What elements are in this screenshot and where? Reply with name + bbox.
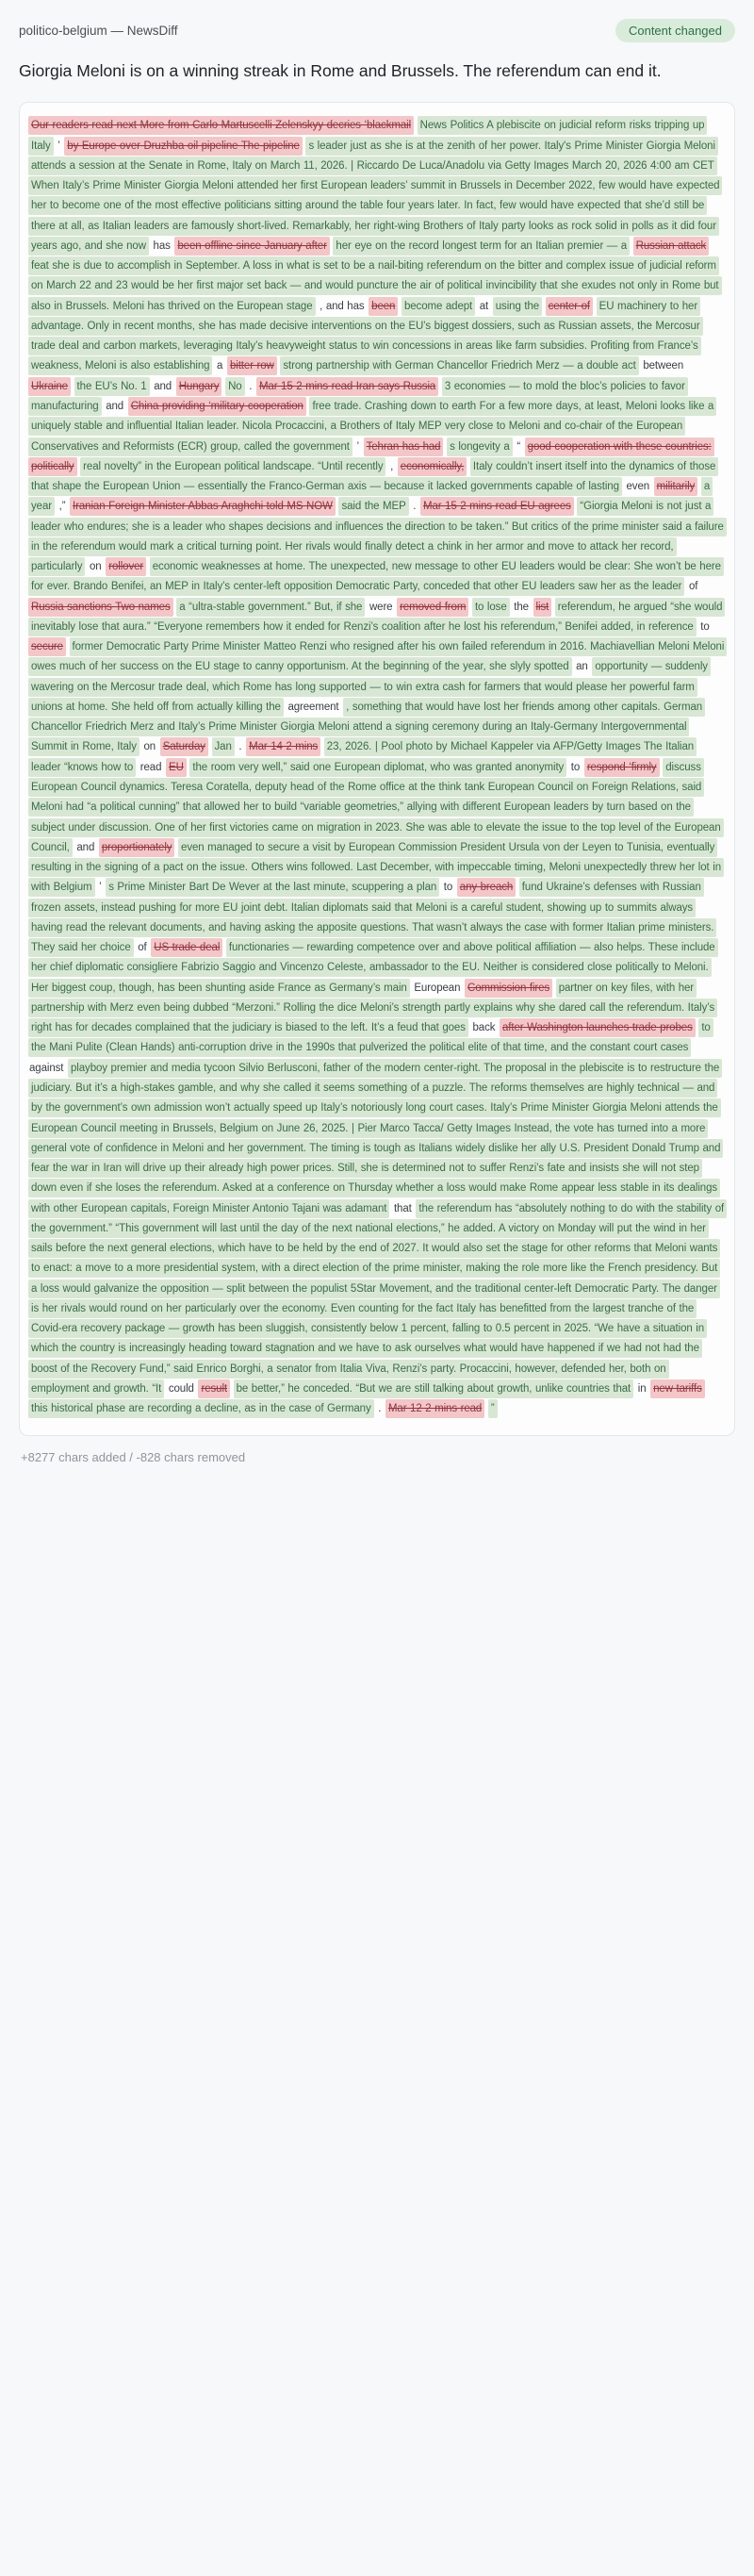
- diff-segment-unchanged: , and has: [320, 300, 365, 312]
- diff-segment-removed: Iranian Foreign Minister Abbas Araghchi told MS NOW: [70, 497, 336, 516]
- diff-segment-unchanged: to: [443, 882, 453, 894]
- diff-segment-added: the room very well,” said one European diplomat, who was granted anonymity: [189, 758, 566, 777]
- diff-segment-removed: center of: [546, 297, 593, 316]
- diff-card: [19, 102, 735, 1435]
- diff-segment-unchanged: “: [516, 440, 521, 453]
- diff-segment-removed: Commission fires: [465, 979, 552, 998]
- diff-segment-removed: rollover: [106, 557, 146, 576]
- diff-segment-removed: EU: [166, 758, 187, 777]
- diff-segment-unchanged: an: [576, 661, 588, 673]
- diff-segment-unchanged: at: [479, 300, 489, 312]
- diff-segment-added: Italy couldn’t insert itself into the dynamics of those that shape the European Union — essentially the Franco-German axis — because it lacked governments capable of lasting: [28, 457, 718, 496]
- diff-segment-removed: militarily: [654, 477, 698, 496]
- diff-segment-added: News Politics A plebiscite on judicial reform risks tripping up Italy: [28, 116, 707, 155]
- diff-segment-unchanged: .: [413, 501, 417, 513]
- diff-segment-unchanged: ’: [57, 140, 60, 152]
- diff-segment-added: a year: [28, 477, 713, 516]
- diff-segment-removed: Russia sanctions Two names: [28, 598, 173, 617]
- diff-segment-added: former Democratic Party Prime Minister Matteo Renzi who resigned after his own failed referendum in 2016. Machiavellian Meloni Meloni owes much of her success on the EU stage to canny opportunism. At the beginning of the year, she slyly spotted: [28, 637, 727, 676]
- diff-segment-unchanged: the: [514, 601, 529, 613]
- diff-segment-removed: respond ‘firmly: [584, 758, 660, 777]
- diff-segment-unchanged: to: [570, 761, 581, 773]
- diff-segment-unchanged: on: [143, 741, 156, 753]
- diff-segment-removed: Mar 15 2 mins read EU agrees: [420, 497, 574, 516]
- header-bar: [19, 19, 735, 42]
- diff-segment-removed: Our readers read next More from Carlo Martuscelli Zelenskyy decries ‘blackmail: [28, 116, 414, 135]
- diff-segment-removed: Tehran has had: [364, 438, 444, 456]
- diff-segment-unchanged: on: [90, 561, 102, 573]
- chars-summary: +8277 chars added / -828 chars removed: [21, 1449, 246, 1464]
- diff-segment-unchanged: could: [168, 1382, 194, 1395]
- diff-segment-unchanged: European: [414, 982, 461, 994]
- diff-segment-unchanged: against: [29, 1062, 64, 1074]
- diff-segment-added: functionaries — rewarding competence over and above political affiliation — also helps. These include her chief diplomatic consigliere Fabrizio Saggio and Vincenzo Celeste, ambassador to the EU. Neither is considered close politically to Meloni. Her biggest coup, though, has been shunting aside France as Germany’s main: [28, 938, 718, 998]
- diff-segment-removed: Hungary: [176, 377, 222, 396]
- page-title: Giorgia Meloni is on a winning streak in Rome and Brussels. The referendum can end it.: [19, 61, 662, 80]
- diff-segment-added: be better,” he conceded. “But we are still talking about growth, unlike countries that: [234, 1379, 634, 1398]
- diff-segment-removed: result: [198, 1379, 230, 1398]
- content-changed-badge: Content changed: [615, 19, 735, 42]
- diff-segment-unchanged: ’: [356, 440, 359, 453]
- diff-content: [28, 116, 726, 1419]
- diff-segment-unchanged: in: [637, 1382, 647, 1395]
- diff-segment-unchanged: between: [643, 360, 684, 372]
- diff-segment-added: Jan: [212, 737, 235, 756]
- diff-segment-removed: China providing ‘military cooperation: [128, 397, 306, 416]
- diff-segment-removed: Ukraine: [28, 377, 71, 396]
- diff-segment-removed: by Europe over Druzhba oil pipeline The pipeline: [64, 137, 303, 156]
- diff-segment-removed: Mar 14 2 mins: [246, 737, 320, 756]
- diff-segment-added: ”: [488, 1399, 498, 1418]
- diff-segment-removed: removed from: [397, 598, 468, 617]
- diff-segment-added: opportunity — suddenly wavering on the Mercosur trade deal, which Rome has long supported — to win extra cash for farmers that would please her powerful farm unions at home. She held off from actually killing the: [28, 657, 711, 717]
- diff-segment-added: her eye on the record longest term for an Italian premier — a: [333, 237, 630, 256]
- diff-segment-removed: list: [533, 598, 552, 617]
- diff-segment-unchanged: .: [249, 380, 253, 392]
- diff-segment-added: “Giorgia Meloni is not just a leader who endures; she is a leader who shapes decisions and influences the direction to be taken.” But critics of the prime minister said a failure in the referendum would mark a critical turning point. Her rivals would finally detect a chink in her armor and move to attack her record, particularly: [28, 497, 727, 576]
- diff-segment-unchanged: has: [153, 239, 171, 252]
- diff-segment-unchanged: of: [688, 581, 698, 593]
- diff-segment-unchanged: .: [238, 741, 242, 753]
- diff-segment-added: fund Ukraine’s defenses with Russian frozen assets, instead pushing for more EU joint debt. Italian diplomats said that Meloni is a careful student, showing up to summits always having read the relevant documents, and having asking the apposite questions. That wasn’t always the case with former Italian prime ministers. They said her choice: [28, 878, 716, 957]
- diff-segment-added: s longevity a: [447, 438, 513, 456]
- diff-segment-removed: been: [369, 297, 398, 316]
- diff-segment-added: the referendum has “absolutely nothing to do with the stability of the government.” “This government will last until the day of the next national elections,” he added. A victory on Monday will put the wind in her sails before the next general elections, which have to be held by the end of 2027. It would also set the stage for other reforms that Meloni wants to enact: a move to a more presidential system, with a direct election of the prime minister, making the role more like the French presidency. But a loss would galvanize the opposition — split between the populist 5Star Movement, and the traditional center-left Democratic Party. The danger is her rivals would round on her particularly over the economy. Even counting for the fact Italy has benefitted from the largest tranche of the Covid-era recovery package — growth has been sluggish, consistently below 1 percent, falling to 0.5 percent in 2025. “We have a situation in which the country is increasingly heading toward stagnation and we have to ask ourselves what would have happened if we had not had the boost of the Recovery Fund,” said Enrico Borghi, a senator from Italia Viva, Renzi’s party. Procaccini, however, defended her, both on employment and growth. “It: [28, 1199, 727, 1398]
- diff-segment-unchanged: a: [217, 360, 223, 372]
- diff-segment-unchanged: agreement: [287, 701, 339, 713]
- diff-segment-added: said the MEP: [338, 497, 408, 516]
- diff-segment-removed: Saturday: [160, 737, 208, 756]
- diff-segment-added: to lose: [472, 598, 510, 617]
- diff-segment-added: No: [225, 377, 245, 396]
- diff-segment-added: using the: [493, 297, 542, 316]
- source-label: politico-belgium — NewsDiff: [19, 24, 178, 38]
- diff-segment-removed: Mar 15 2 mins read Iran says Russia: [256, 377, 438, 396]
- diff-segment-added: free trade. Crashing down to earth For a few more days, at least, Meloni looks like a uniquely stable and influential Italian leader. Nicola Procaccini, a Brothers of Italy MEP very close to Meloni and co-chair of the European Conservatives and Reformists (ECR) group, called the government: [28, 397, 716, 456]
- diff-segment-removed: economically,: [398, 457, 467, 476]
- diff-segment-unchanged: to: [700, 620, 710, 633]
- diff-segment-added: discuss European Council dynamics. Teresa Coratella, deputy head of the Rome office at the think tank European Council on Foreign Relations, said Meloni had “a political cunning” that allowed her to build “variable geometries,” allying with different European leaders by turn based on the subject under discussion. One of her first victories came on migration in 2023. She was able to elevate the issue to the top level of the European Council,: [28, 758, 724, 857]
- diff-segment-added: to the Mani Pulite (Clean Hands) anti-corruption drive in the 1990s that pulverized the political elite of that time, and the constant court cases: [28, 1018, 713, 1057]
- diff-segment-unchanged: and: [106, 400, 124, 412]
- diff-segment-unchanged: back: [472, 1022, 496, 1034]
- diff-segment-removed: Russian attack: [633, 237, 710, 256]
- diff-segment-added: feat she is due to accomplish in September. A loss in what is set to be a nail-biting referendum on the bitter and complex issue of judicial reform on March 22 and 23 would be her first major set back — and would puncture the air of political invincibility that she exudes not only in Rome but also in Brussels. Meloni has thrived on the European stage: [28, 256, 722, 316]
- diff-segment-added: referendum, he argued “she would inevitably lose that aura.” “Everyone remembers how it ended for Renzi’s coalition after he lost his referendum,” Benifei added, in reference: [28, 598, 725, 636]
- diff-segment-added: s Prime Minister Bart De Wever at the last minute, scuppering a plan: [106, 878, 439, 897]
- diff-segment-added: , something that would have lost her friends among other capitals. German Chancellor Friedrich Merz and Italy’s Prime Minister Giorgia Meloni attend a signing ceremony during an Italy-Germany Intergovernmental Summit in Rome, Italy: [28, 698, 705, 757]
- diff-segment-added: a “ultra-stable government.” But, if she: [176, 598, 365, 617]
- diff-segment-removed: US trade deal: [151, 938, 222, 957]
- diff-segment-removed: been offline since January after: [174, 237, 329, 256]
- diff-segment-unchanged: ’: [99, 882, 102, 894]
- diff-segment-added: 23, 2026. | Pool photo by Michael Kappeler via AFP/Getty Images The Italian leader “knows how to: [28, 737, 697, 776]
- diff-segment-added: real novelty” in the European political landscape. “Until recently: [80, 457, 385, 476]
- diff-segment-added: even managed to secure a visit by European Commission President Ursula von der Leyen to Tunisia, eventually resulting in the signing of a pact on the issue. Others wins followed. Last December, with impeccable timing, Meloni unexpectedly threw her lot in with Belgium: [28, 838, 724, 898]
- diff-segment-removed: after Washington launches trade probes: [500, 1018, 696, 1037]
- diff-segment-unchanged: and: [76, 841, 95, 853]
- diff-segment-added: become adept: [402, 297, 475, 316]
- diff-segment-unchanged: even: [626, 481, 650, 493]
- diff-segment-added: partner on key files, with her partnership with Merz even being dubbed “Merzoni.” Rolling the dice Meloni’s strength partly explains why she dared call the referendum. Italy’s right has for decades complained that the judiciary is biased to the left. It’s a feud that goes: [28, 979, 717, 1038]
- diff-segment-removed: Mar 12 2 mins read: [385, 1399, 484, 1418]
- diff-segment-removed: new tariffs: [650, 1379, 705, 1398]
- diff-segment-added: this historical phase are recording a decline, as in the case of Germany: [28, 1399, 374, 1418]
- diff-segment-added: s leader just as she is at the zenith of her power. Italy's Prime Minister Giorgia Meloni attends a session at the Senate in Rome, Italy on March 11, 2026. | Riccardo De Luca/Anadolu via Getty Images March 20, 2026 4:00 am CET When Italy’s Prime Minister Giorgia Meloni attended her first European leaders’ summit in Brussels in December 2022, few would have expected her to become one of the most effective politicians sitting around the table four years later. In fact, few would have expected that she’d still be there at all, as Italian leaders are famously short-lived. Remarkably, her right-wing Brothers of Italy party looks as rock solid in polls as it did four years ago, and she now: [28, 137, 722, 256]
- diff-segment-removed: bitter row: [227, 356, 277, 375]
- diff-segment-unchanged: read: [139, 761, 162, 773]
- diff-segment-added: the EU’s No. 1: [74, 377, 150, 396]
- diff-segment-added: 3 economies — to mold the bloc’s policies to favor manufacturing: [28, 377, 688, 416]
- diff-segment-added: strong partnership with German Chancellor Friedrich Merz — a double act: [280, 356, 638, 375]
- diff-segment-removed: good cooperation with these countries: politically: [28, 438, 714, 476]
- diff-segment-unchanged: were: [369, 601, 393, 613]
- diff-segment-unchanged: .: [378, 1403, 382, 1415]
- diff-segment-removed: proportionately: [99, 838, 175, 857]
- diff-segment-unchanged: ,”: [58, 501, 66, 513]
- diff-segment-unchanged: and: [154, 380, 172, 392]
- diff-segment-removed: secure: [28, 637, 66, 656]
- diff-segment-added: economic weaknesses at home. The unexpected, new message to other EU leaders would be clear: She won’t be here for ever. Brando Benifei, an MEP in Italy’s center-left opposition Democratic Party, conceded that other EU leaders saw her as the leader: [28, 557, 724, 596]
- diff-segment-unchanged: of: [138, 942, 147, 954]
- diff-segment-unchanged: that: [393, 1202, 412, 1214]
- diff-segment-added: playboy premier and media tycoon Silvio Berlusconi, father of the modern center-right. The proposal in the plebiscite is to restructure the judiciary. But it’s a high-stakes gamble, and why she called it seems something of a puzzle. The reforms themselves are highly technical — and by the government’s own admission won’t actually speed up Italy’s notoriously long court cases. Italy’s Prime Minister Giorgia Meloni attends the European Council meeting in Brussels, Belgium on June 26, 2025. | Pier Marco Tacca/ Getty Images Instead, the vote has turned into a more general vote of confidence in Meloni and her government. The timing is tough as Italians widely dislike her ally U.S. President Donald Trump and fear the war in Iran will drive up their already high power prices. Still, she is determined not to suffer Renzi’s fate and insists she will not step down even if she loses the referendum. Asked at a conference on Thursday whether a loss would make Rome appear less stable in its dealings with other European capitals, Foreign Minister Antonio Tajani was adamant: [28, 1059, 723, 1218]
- diff-segment-added: EU machinery to her advantage. Only in recent months, she has made decisive interventions on the EU’s biggest dossiers, such as Russian assets, the Mercosur trade deal and carbon markets, leveraging Italy’s heavyweight status to win concessions in areas like farm subsidies. Profiting from France’s weakness, Meloni is also establishing: [28, 297, 703, 376]
- diff-segment-removed: any breach: [457, 878, 516, 897]
- diff-segment-unchanged: ,: [390, 460, 394, 472]
